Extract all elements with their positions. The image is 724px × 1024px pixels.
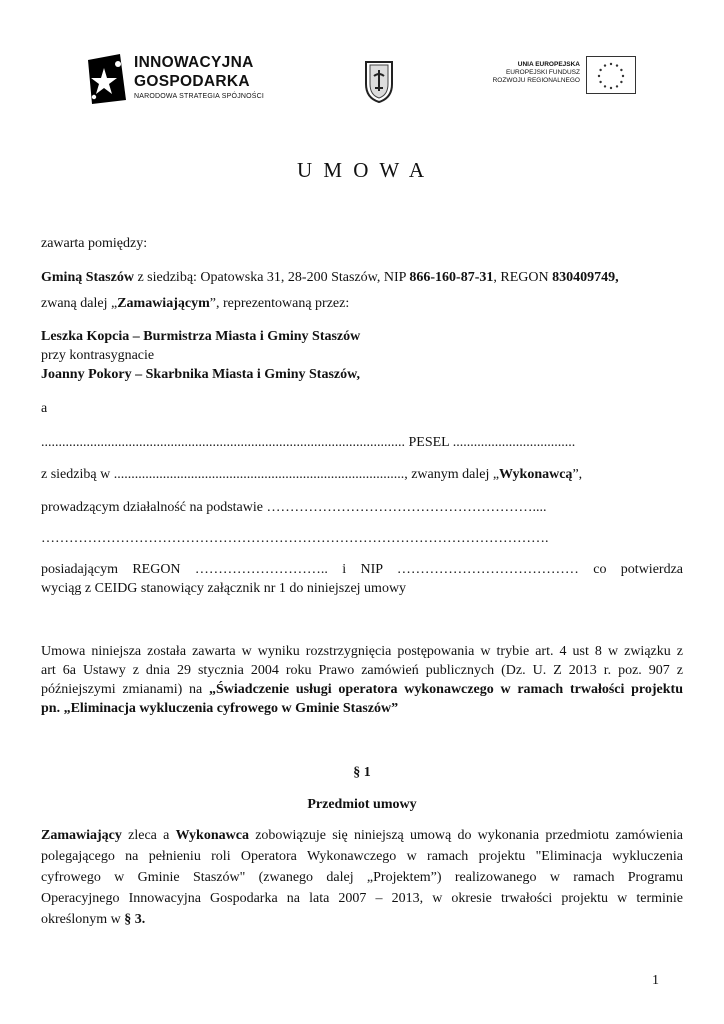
logo-line-innowacyjna: INNOWACYJNA xyxy=(134,54,254,71)
party2-called-name: Wykonawcą xyxy=(499,467,573,482)
section1-line-5 xyxy=(41,911,145,929)
regon-nip-line: posiadającym REGON ……………………….. i NIP ………………………………… co potwierdza xyxy=(41,562,683,577)
section1-line-4: Operacyjnego Innowacyjna Gospodarka na lata 2007 – 2013, w okresie trwałości projektu w terminie xyxy=(41,891,683,906)
party2-seat-prefix: z siedzibą w ..................................................................................., zwanym dalej „ xyxy=(41,467,500,482)
basis-line-1: Umowa niniejsza została zawarta w wyniku rozstrzygnięcia postępowania w trybie art. 4 ust 8 w związku z xyxy=(41,644,683,659)
section1-line-5-ref: § 3. xyxy=(124,912,146,927)
staszow-crest-icon xyxy=(362,58,396,104)
party1-regon: 830409749, xyxy=(552,270,619,285)
eu-flag-icon xyxy=(586,56,636,94)
section-heading xyxy=(0,796,724,814)
dots-line: ………………………………………………………………………………………………. xyxy=(41,531,549,546)
and-text: a xyxy=(41,401,48,416)
project-name: pn. „Eliminacja wykluczenia cyfrowego w Gminie Staszów” xyxy=(41,701,399,716)
party2-seat-suffix: ”, xyxy=(572,467,583,482)
basis-line-4 xyxy=(41,700,398,718)
basis-line-3 xyxy=(41,681,683,699)
innovation-star-icon xyxy=(82,50,128,106)
basis-line-3-bold: „Świadczenie usługi operatora wykonawczego w ramach trwałości projektu xyxy=(209,682,683,697)
eu-fund-text xyxy=(470,61,580,85)
intro-text: zawarta pomiędzy: xyxy=(41,236,148,251)
eu-line-2: EUROPEJSKI FUNDUSZ xyxy=(505,69,580,76)
section1-wykonawca: Wykonawca xyxy=(175,828,249,843)
section1-text-a: zleca a xyxy=(121,828,176,843)
party1-line xyxy=(41,269,619,287)
innowacyjna-gospodarka-logo xyxy=(82,50,267,108)
party1-called-line xyxy=(41,295,349,313)
called-name: Zamawiającym xyxy=(117,296,210,311)
eu-line-1: UNIA EUROPEJSKA xyxy=(517,61,580,68)
ceidg-line: wyciąg z CEIDG stanowiący załącznik nr 1 do niniejszej umowy xyxy=(41,581,407,596)
representative-1 xyxy=(41,328,360,346)
section1-text-b: zobowiązuje się niniejszą umową do wykonania przedmiotu zamówienia xyxy=(248,828,683,843)
party1-name: Gminą Staszów xyxy=(41,270,134,285)
rep1-name: Leszka Kopcia – Burmistrza Miasta i Gminy Staszów xyxy=(41,329,361,344)
representative-2 xyxy=(41,366,360,384)
called-prefix: zwaną dalej „ xyxy=(41,296,118,311)
logo-line-strategia: NARODOWA STRATEGIA SPÓJNOŚCI xyxy=(134,93,265,100)
section1-zamawiajacy: Zamawiający xyxy=(41,828,122,843)
party1-regon-label: , REGON xyxy=(493,270,553,285)
section-1-heading: Przedmiot umowy xyxy=(307,797,417,812)
section1-line-3: cyfrowego w Gminie Staszów" (zwanego dalej „Projektem”) realizowanego w ramach Programu xyxy=(41,870,683,885)
section-number xyxy=(0,764,724,782)
called-suffix: ”, reprezentowaną przez: xyxy=(209,296,350,311)
basis-line-3-plain: późniejszymi zmianami) na xyxy=(41,682,209,697)
rep2-name: Joanny Pokory – Skarbnika Miasta i Gminy Staszów, xyxy=(41,367,360,382)
logo-line-gospodarka: GOSPODARKA xyxy=(134,73,250,90)
section1-line-5-text: określonym w xyxy=(41,912,125,927)
party1-nip: 866-160-87-31 xyxy=(409,270,494,285)
eu-line-3: ROZWOJU REGIONALNEGO xyxy=(492,77,580,84)
section1-line-1 xyxy=(41,827,683,845)
section-1-number: § 1 xyxy=(353,765,371,780)
pesel-line: ........................................................................................................ PESEL ................................... xyxy=(41,435,576,450)
page-number: 1 xyxy=(652,973,659,988)
document-title: U M O W A xyxy=(296,158,428,182)
party1-seat: z siedzibą: Opatowska 31, 28-200 Staszów, NIP xyxy=(133,270,410,285)
party2-seat-line xyxy=(41,466,582,484)
countersign-text: przy kontrasygnacie xyxy=(41,348,155,363)
basis-line-2: art 6a Ustawy z dnia 29 stycznia 2004 roku Prawo zamówień publicznych (Dz. U. Z 2013 r. poz. 907 z xyxy=(41,663,683,678)
section1-line-2: polegającego na pełnieniu roli Operatora Wykonawczego w ramach projektu "Eliminacja wykluczenia xyxy=(41,849,683,864)
business-basis-line: prowadzącym działalność na podstawie ………………………………………………….... xyxy=(41,500,547,515)
